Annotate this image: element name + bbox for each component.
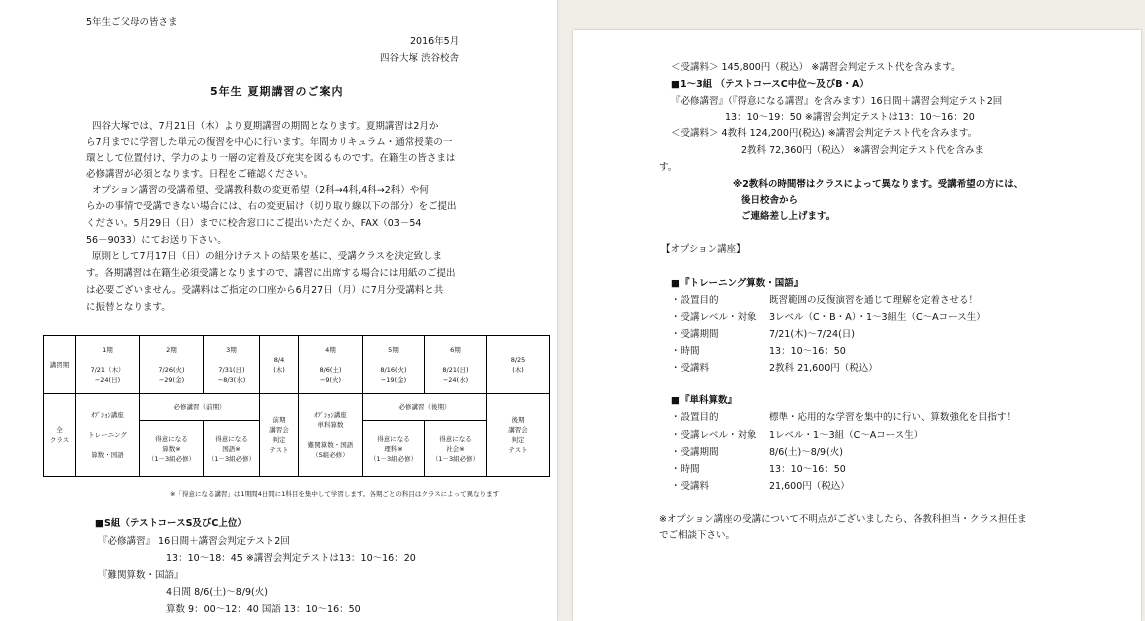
training-key: ・受講料 [671, 363, 710, 374]
training-value: 13：10～16：50 [769, 346, 846, 357]
training-value: 7/21(木)～7/24(日) [769, 329, 855, 340]
body-line: ください。5月29日（日）までに校舎窓口にご提出いただくか、FAX（03－54 [86, 218, 422, 229]
s-class-line: 『難関算数・国語』 [98, 570, 184, 581]
s-class-line: 13：10～18：45 ※講習会判定テストは13：10～16：20 [166, 553, 416, 564]
period-row [44, 336, 550, 394]
s-class-line: 算数 9：00～12：40 国語 13：10～16：50 [166, 604, 361, 615]
class-1-3-fee: ＜受講料＞ 4教科 124,200円(税込) ※講習会判定テスト代を含みます。 [671, 128, 978, 139]
notice-line: ご連絡差し上げます。 [741, 211, 836, 222]
training-value: 3レベル（C・B・A）・1～3組生（C～Aコース生） [769, 312, 986, 323]
footer-note: ※オプション講座の受講について不明点がございましたら、各教科担当・クラス担任ま [659, 514, 1027, 525]
tanka-key: ・設置目的 [671, 412, 719, 423]
right-page [573, 30, 1141, 621]
class-1-3-heading: ■1～3組 （テストコースC中位～及びB・A） [671, 79, 869, 90]
row-head-class: 全 クラス [44, 394, 76, 477]
s-class-fee: ＜受講料＞ 145,800円（税込） ※講習会判定テスト代を含みます。 [671, 62, 961, 73]
period-cell: 6期 8/21(日) −24(水) [425, 336, 487, 394]
body-line: に振替となります。 [86, 302, 171, 313]
body-line: す。各期講習は在籍生必須受講となりますので、講習に出席する場合には用紙のご提出 [86, 268, 456, 279]
training-key: ・設置目的 [671, 295, 719, 306]
tanka-key: ・受講料 [671, 481, 710, 492]
tanka-value: 8/6(土)～8/9(火) [769, 447, 843, 458]
organization: 四谷大塚 渋谷校舎 [380, 53, 460, 64]
training-value: 既習範囲の反復演習を通じて理解を定着させる！ [769, 295, 979, 306]
tanka-key: ・受講レベル・対象 [671, 430, 757, 441]
left-page [0, 0, 557, 621]
table-note: ※「得意になる講習」は1期間4日間に1科目を集中して学習します。各期ごとの科目はクラスによって異なります [170, 490, 500, 498]
option-training-cell: ｵﾌﾟｼｮﾝ講座 トレーニング 算数・国語 [76, 394, 140, 477]
option-tanka-cell: ｵﾌﾟｼｮﾝ講座 単科算数 難関算数・国語 （S組必修） [299, 394, 363, 477]
tanka-value: 21,600円（税込） [769, 481, 850, 492]
body-line: ら7月までに学習した単元の復習を中心に行います。年間カリキュラム・通常授業の一 [86, 137, 453, 148]
training-key: ・時間 [671, 346, 700, 357]
s-class-line: 『必修講習』 16日間＋講習会判定テスト2回 [98, 536, 290, 547]
tanka-value: 1レベル・1～3組（C～Aコース生） [769, 430, 924, 441]
tanka-key: ・受講期間 [671, 447, 719, 458]
period-cell: 8/25 (木) [487, 336, 550, 394]
period-cell: 5期 8/16(火) −19(金) [363, 336, 425, 394]
training-key: ・受講期間 [671, 329, 719, 340]
period-cell: 3期 7/31(日) −8/3(水) [204, 336, 260, 394]
class-1-3-line: 『必修講習』（『得意になる講習』を含みます）16日間＋講習会判定テスト2回 [671, 96, 1003, 107]
document-date: 2016年5月 [410, 36, 460, 47]
class-1-3-fee: す。 [659, 162, 678, 173]
kouki-test-cell: 後期 講習会 判定 テスト [487, 394, 550, 477]
body-line: 四谷大塚では、7月21日（木）より夏期講習の期間となります。夏期講習は2月か [92, 121, 439, 132]
training-heading: ■『トレーニング算数・国語』 [671, 278, 804, 289]
period-cell: 4期 8/6(土) −9(火) [299, 336, 363, 394]
s-class-line: 4日間 8/6(土)～8/9(火) [166, 587, 268, 598]
hissyu-kouki-cell: 必修講習（後期） 得意になる 理科※ （1－3組必修） 得意になる 社会※ （1－3組必修） [363, 394, 487, 477]
body-line: 56－9033）にてお送り下さい。 [86, 235, 227, 246]
training-value: 2教科 21,600円（税込） [769, 363, 878, 374]
s-class-heading: ■S組（テストコースS及びC上位） [95, 518, 247, 529]
hissyu-zenki-cell: 必修講習（前期） 得意になる 算数※ （1－3組必修） 得意になる 国語※ （1－3組必修） [140, 394, 260, 477]
addressee: 5年生ご父母の皆さま [86, 17, 178, 28]
option-heading: 【オプション講座】 [661, 244, 746, 255]
footer-note: でご相談下さい。 [659, 530, 736, 541]
tanka-value: 標準・応用的な学習を集中的に行い、算数強化を目指す！ [769, 412, 1017, 423]
body-line: らかの事情で受講できない場合には、右の変更届け（切り取り線以下の部分）をご提出 [86, 201, 457, 212]
class-1-3-line: 13：10～19：50 ※講習会判定テストは13：10～16：20 [725, 112, 975, 123]
row-head-period: 講習期 [44, 336, 76, 394]
class-row [44, 394, 550, 477]
period-cell: 2期 7/26(火) −29(金) [140, 336, 204, 394]
body-line: オプション講習の受講希望、受講教科数の変更希望（2科→4科,4科→2科）や何 [92, 185, 429, 196]
tanka-key: ・時間 [671, 464, 700, 475]
tanka-heading: ■『単科算数』 [671, 395, 737, 406]
period-cell: 1期 7/21（木） −24(日) [76, 336, 140, 394]
zenki-test-cell: 前期 講習会 判定 テスト [260, 394, 299, 477]
training-key: ・受講レベル・対象 [671, 312, 757, 323]
body-line: 必修講習が必須となります。日程をご確認ください。 [86, 169, 314, 180]
period-cell: 8/4 (木) [260, 336, 299, 394]
schedule-table [43, 335, 550, 477]
body-line: 環として位置付け、学力のより一層の定着及び充実を図るものです。在籍生の皆さまは [86, 153, 456, 164]
body-line: 原則として7月17日（日）の組分けテストの結果を基に、受講クラスを決定致しま [92, 251, 442, 262]
notice-line: 後日校舎から [741, 195, 799, 206]
page-title: 5年生 夏期講習のご案内 [210, 85, 344, 98]
class-1-3-fee: 2教科 72,360円（税込） ※講習会判定テスト代を含みま [741, 145, 984, 156]
notice-line: ※2教科の時間帯はクラスによって異なります。受講希望の方には、 [733, 179, 1024, 190]
tanka-value: 13：10～16：50 [769, 464, 846, 475]
body-line: は必要ございません。受講料はご指定の口座から6月27日（月）に7月分受講料と共 [86, 285, 444, 296]
